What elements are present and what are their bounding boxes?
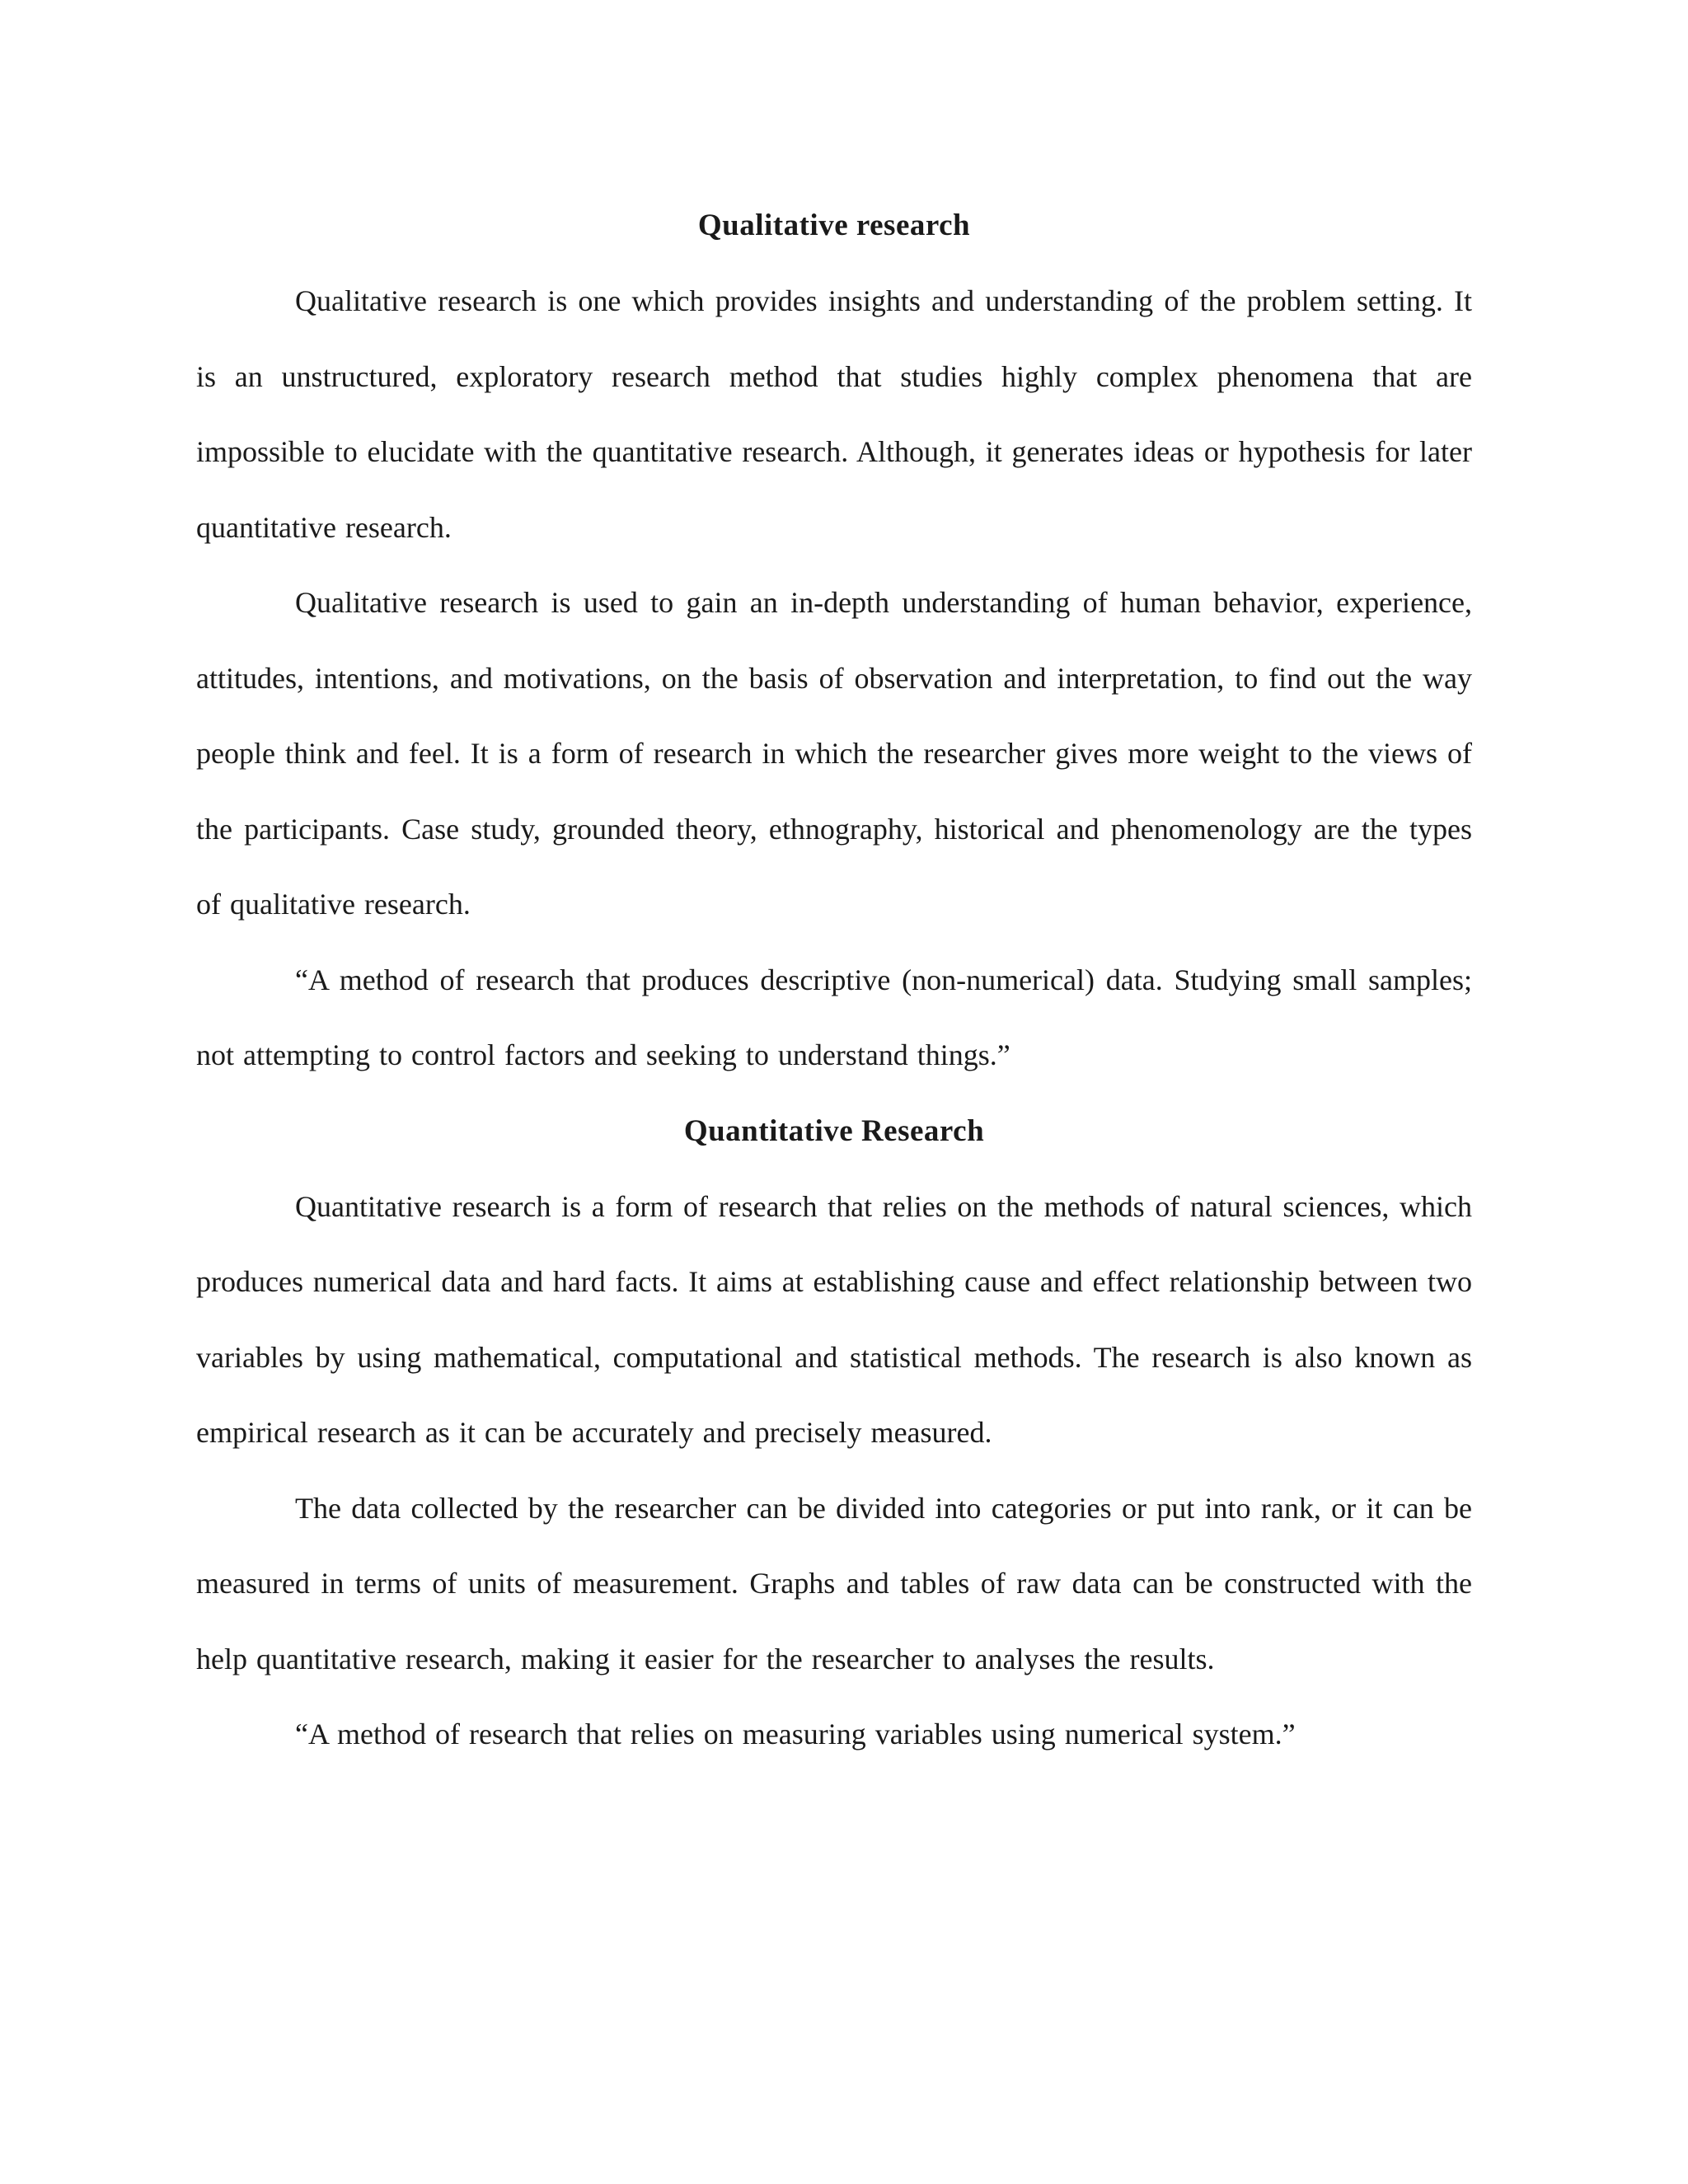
quote-qualitative: “A method of research that produces descriptive (non-numerical) data. Studying small samples; not attempting to control factors and seeking to understand things.” <box>196 963 1472 1071</box>
quote-quantitative: “A method of research that relies on measuring variables using numerical system.” <box>295 1718 1296 1750</box>
paragraph-qualitative-purpose: Qualitative research is used to gain an in-depth understanding of human behavior, experience, attitudes, intentions, and motivations, on the basis of observation and interpretation, to find out the way people think and feel. It is a form of research in which the researcher gives more weight to the views of the participants. Case study, grounded theory, ethnography, historical and phenomenology are the types of qualitative research. <box>196 586 1472 921</box>
paragraph-quantitative-definition: Quantitative research is a form of research that relies on the methods of natural sciences, which produces numerical data and hard facts. It aims at establishing cause and effect relationship between two variables by using mathematical, computational and statistical methods. The research is also known as empirical research as it can be accurately and precisely measured. <box>196 1189 1472 1449</box>
section-heading-qualitative: Qualitative research <box>697 209 971 242</box>
paragraph-quantitative-data: The data collected by the researcher can be divided into categories or put into rank, or it can be measured in terms of units of measurement. Graphs and tables of raw data can be constructed with the help quantitative research, making it easier for the researcher to analyses the results. <box>196 1491 1472 1675</box>
section-heading-quantitative: Quantitative Research <box>683 1113 985 1148</box>
document-page <box>196 188 1472 1773</box>
paragraph-qualitative-definition: Qualitative research is one which provides insights and understanding of the problem setting. It is an unstructured, exploratory research method that studies highly complex phenomena that are impossible to elucidate with the quantitative research. Although, it generates ideas or hypothesis for later quantitative research. <box>196 284 1472 544</box>
